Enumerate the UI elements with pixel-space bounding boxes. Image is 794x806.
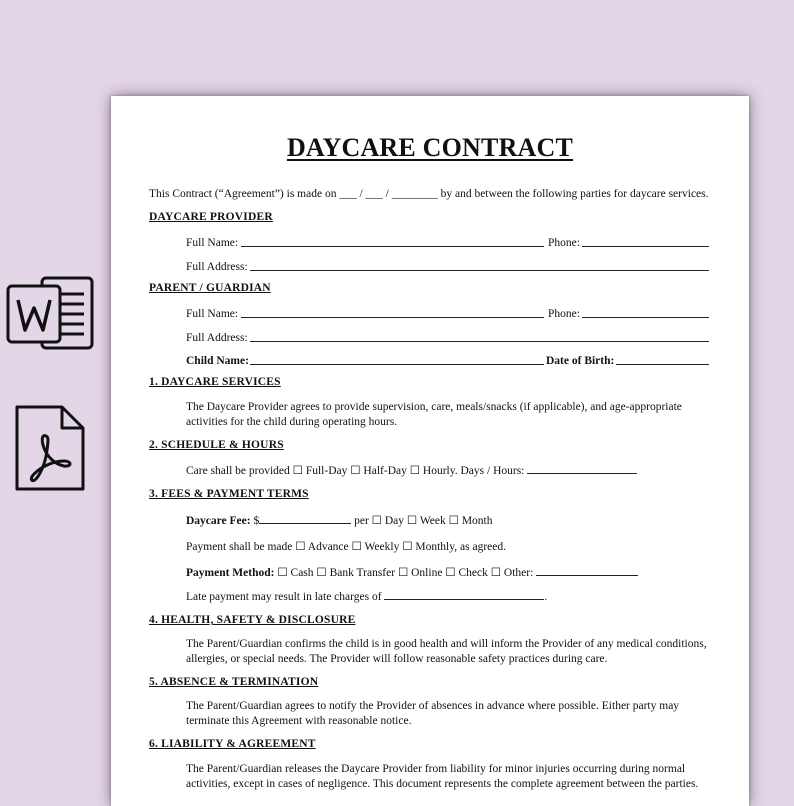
contract-title: DAYCARE CONTRACT xyxy=(286,133,574,162)
late-charge-field[interactable] xyxy=(384,589,544,600)
fee-amount-field[interactable] xyxy=(259,513,351,524)
health-heading: 4. HEALTH, SAFETY & DISCLOSURE xyxy=(149,614,356,626)
parent-address-field[interactable] xyxy=(250,340,709,342)
fee-dollar: $ xyxy=(253,515,260,527)
contract-page xyxy=(111,96,749,806)
payment-method-options: ☐ Cash ☐ Bank Transfer ☐ Online ☐ Check ☐ Other: xyxy=(277,567,534,579)
absence-line-1: The Parent/Guardian agrees to notify the Provider of absences in advance where possible. Either party may xyxy=(186,700,680,712)
late-payment-text: Late payment may result in late charges of xyxy=(186,591,382,603)
dob-field[interactable] xyxy=(616,363,709,365)
payment-method-label: Payment Method: xyxy=(186,567,275,579)
provider-name-label: Full Name: xyxy=(186,237,239,249)
health-text xyxy=(186,637,714,667)
word-document-icon xyxy=(6,270,96,356)
payment-made-line: Payment shall be made ☐ Advance ☐ Weekly ☐ Monthly, as agreed. xyxy=(186,541,506,553)
child-name-field[interactable] xyxy=(250,363,544,365)
intro-text: This Contract (“Agreement”) is made on ___ / ___ / ________ by and between the following parties for daycare services. xyxy=(149,188,709,200)
schedule-heading: 2. SCHEDULE & HOURS xyxy=(149,439,284,451)
liability-line-2: activities, except in cases of negligence. This document represents the complete agreement between the parties. xyxy=(186,778,699,790)
schedule-line xyxy=(186,463,637,477)
provider-name-row xyxy=(186,233,709,249)
payment-method-line xyxy=(186,565,638,579)
parent-phone-label: Phone: xyxy=(548,308,580,320)
liability-heading: 6. LIABILITY & AGREEMENT xyxy=(149,738,316,750)
fee-period-options: per ☐ Day ☐ Week ☐ Month xyxy=(354,515,493,527)
health-line-1: The Parent/Guardian confirms the child is in good health and will inform the Provider of any medical conditions, xyxy=(186,638,707,650)
fee-line xyxy=(186,513,493,527)
services-heading: 1. DAYCARE SERVICES xyxy=(149,376,281,388)
parent-phone-field[interactable] xyxy=(582,316,709,318)
child-name-label: Child Name: xyxy=(186,355,249,367)
services-text xyxy=(186,400,714,430)
parent-name-field[interactable] xyxy=(241,316,544,318)
late-payment-period: . xyxy=(544,591,548,603)
parent-heading: PARENT / GUARDIAN xyxy=(149,282,271,294)
provider-phone-field[interactable] xyxy=(582,245,709,247)
services-line-1: The Daycare Provider agrees to provide supervision, care, meals/snacks (if applicable), and age-appropriate xyxy=(186,401,682,413)
liability-line-1: The Parent/Guardian releases the Daycare Provider from liability for minor injuries occurring during normal xyxy=(186,763,686,775)
parent-address-row xyxy=(186,328,709,344)
child-row xyxy=(186,351,709,367)
services-line-2: activities for the child during operating hours. xyxy=(186,416,398,428)
fees-heading: 3. FEES & PAYMENT TERMS xyxy=(149,488,309,500)
absence-heading: 5. ABSENCE & TERMINATION xyxy=(149,676,319,688)
provider-heading: DAYCARE PROVIDER xyxy=(149,211,273,223)
absence-line-2: terminate this Agreement with reasonable notice. xyxy=(186,715,412,727)
parent-name-row xyxy=(186,304,709,320)
parent-name-label: Full Name: xyxy=(186,308,239,320)
days-hours-field[interactable] xyxy=(527,463,637,474)
health-line-2: allergies, or special needs. The Provider will follow reasonable safety practices during care. xyxy=(186,653,608,665)
provider-address-row xyxy=(186,257,709,273)
parent-address-label: Full Address: xyxy=(186,332,248,344)
provider-address-field[interactable] xyxy=(250,269,709,271)
provider-phone-label: Phone: xyxy=(548,237,580,249)
provider-address-label: Full Address: xyxy=(186,261,248,273)
schedule-text: Care shall be provided ☐ Full-Day ☐ Half-Day ☐ Hourly. Days / Hours: xyxy=(186,465,525,477)
other-method-field[interactable] xyxy=(536,565,638,576)
pdf-document-icon xyxy=(14,404,86,492)
absence-text xyxy=(186,699,714,729)
liability-text xyxy=(186,762,714,792)
fee-label: Daycare Fee: xyxy=(186,515,251,527)
dob-label: Date of Birth: xyxy=(546,355,615,367)
provider-name-field[interactable] xyxy=(241,245,544,247)
late-payment-line xyxy=(186,589,547,603)
